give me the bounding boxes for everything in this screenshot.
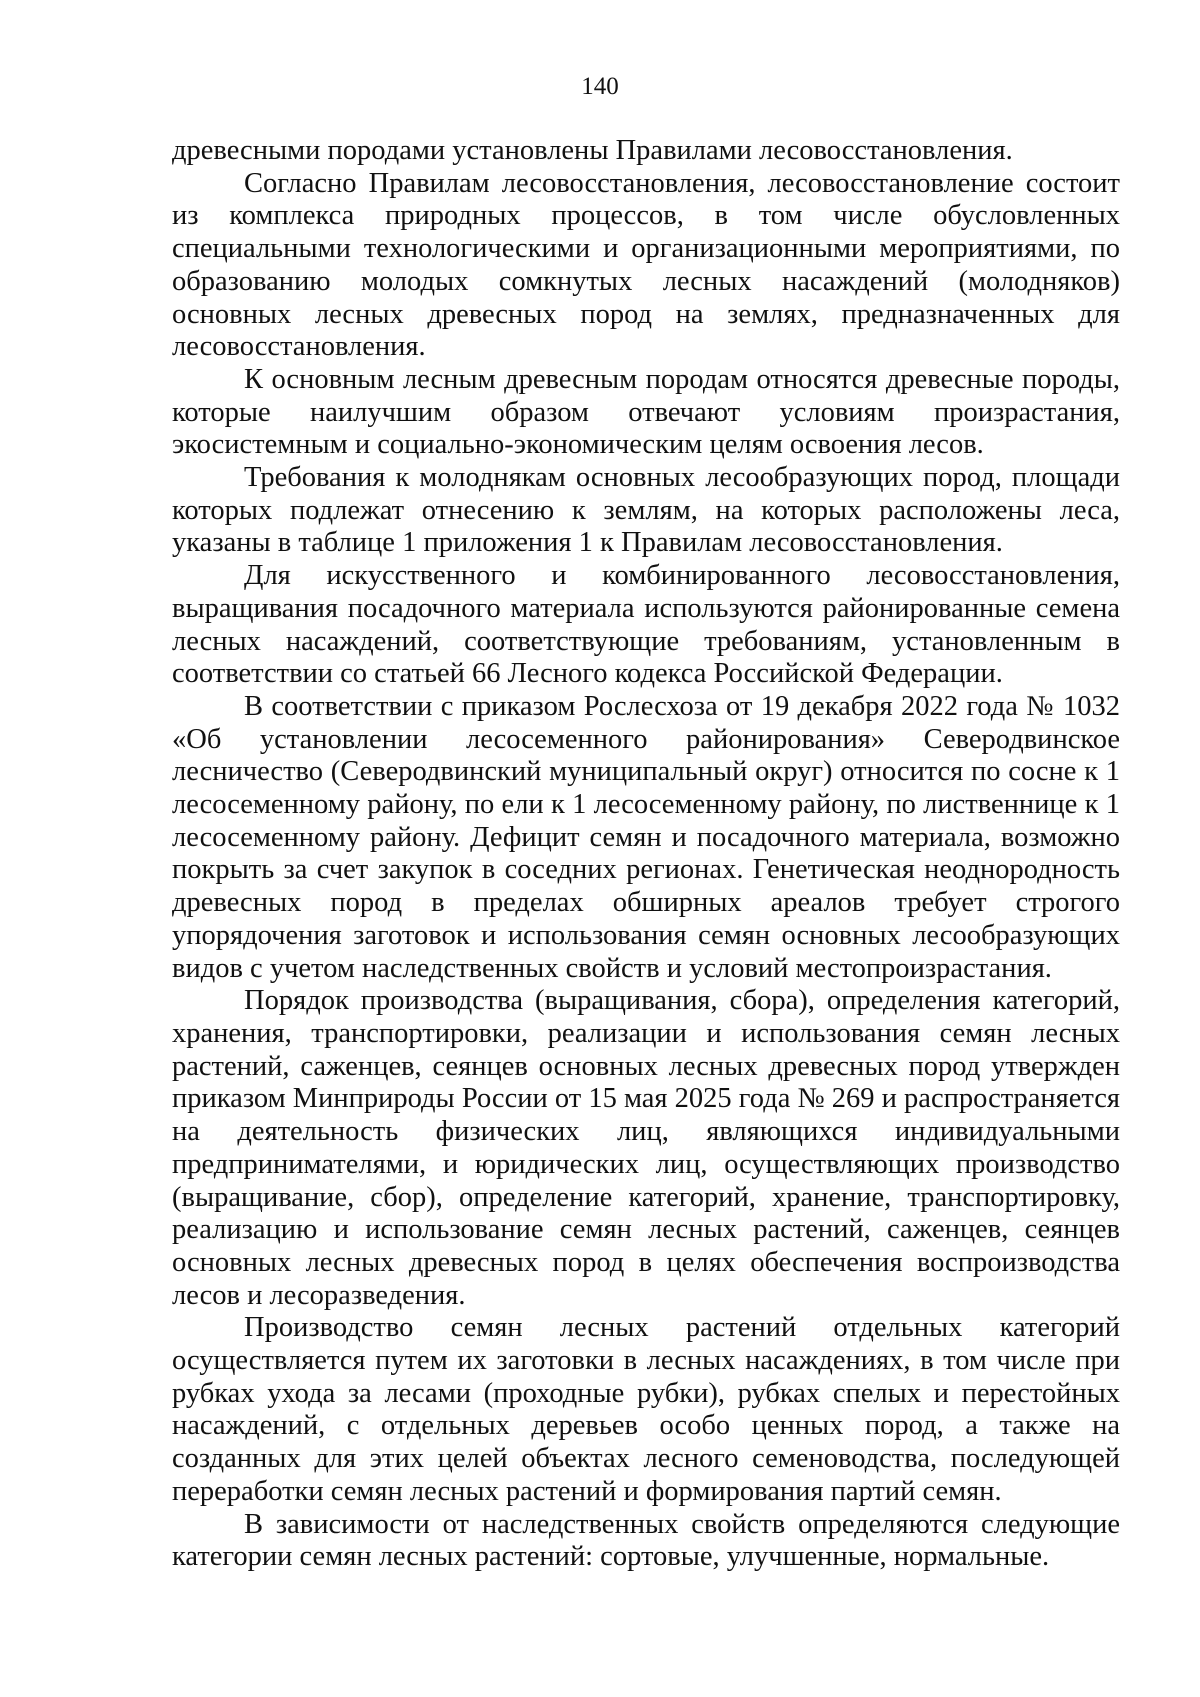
paragraph-seed-categories: В зависимости от наследственных свойств определяются следующие категории семян лесных растений: сортовые, улучшенные, нормальные.: [172, 1508, 1120, 1573]
paragraph-production-order: Порядок производства (выращивания, сбора), определения категорий, хранения, транспортировки, реализации и использования семян лесных растений, саженцев, сеянцев основных лесных древесных пород утвержден приказом Минприроды России от 15 мая 2025 года № 269 и распространяется на деятельность физических лиц, являющихся индивидуальными предпринимателями, и юридических лиц, осуществляющих производство (выращивание, сбор), определение категорий, хранение, транспортировку, реализацию и использование семян лесных растений, саженцев, сеянцев основных лесных древесных пород в целях обеспечения воспроизводства лесов и лесоразведения.: [172, 985, 1120, 1311]
paragraph-seed-use: Для искусственного и комбинированного лесовосстановления, выращивания посадочного материала используются районированные семена лесных насаждений, соответствующие требованиям, установленным в соответствии со статьей 66 Лесного кодекса Российской Федерации.: [172, 560, 1120, 690]
page-number: 140: [581, 73, 619, 100]
paragraph-seed-zoning: В соответствии с приказом Рослесхоза от 19 декабря 2022 года № 1032 «Об установлении лесосеменного районирования» Северодвинское лесничество (Северодвинский муниципальный округ) относится по сосне к 1 лесосеменному району, по ели к 1 лесосеменному району, по лиственнице к 1 лесосеменному району. Дефицит семян и посадочного материала, возможно покрыть за счет закупок в соседних регионах. Генетическая неоднородность древесных пород в пределах обширных ареалов требует строгого упорядочения заготовок и использования семян основных лесообразующих видов с учетом наследственных свойств и условий местопроизрастания.: [172, 690, 1120, 984]
body-text: [172, 135, 1120, 1574]
paragraph-reforestation-rules: Согласно Правилам лесовосстановления, лесовосстановление состоит из комплекса природных процессов, в том числе обусловленных специальными технологическими и организационными мероприятиями, по образованию молодых сомкнутых лесных насаждений (молодняков) основных лесных древесных пород на землях, предназначенных для лесовосстановления.: [172, 167, 1120, 363]
paragraph-young-stands-requirements: Требования к молоднякам основных лесообразующих пород, площади которых подлежат отнесению к землям, на которых расположены леса, указаны в таблице 1 приложения 1 к Правилам лесовосстановления.: [172, 462, 1120, 559]
paragraph-seed-production: Производство семян лесных растений отдельных категорий осуществляется путем их заготовки в лесных насаждениях, в том числе при рубках ухода за лесами (проходные рубки), рубках спелых и перестойных насаждений, с отдельных деревьев особо ценных пород, а также на созданных для этих целей объектах лесного семеноводства, последующей переработки семян лесных растений и формирования партий семян.: [172, 1312, 1120, 1507]
paragraph-main-species: К основным лесным древесным породам относятся древесные породы, которые наилучшим образом отвечают условиям произрастания, экосистемным и социально-экономическим целям освоения лесов.: [172, 363, 1120, 461]
paragraph-continuation: древесными породами установлены Правилами лесовосстановления.: [172, 135, 1013, 166]
